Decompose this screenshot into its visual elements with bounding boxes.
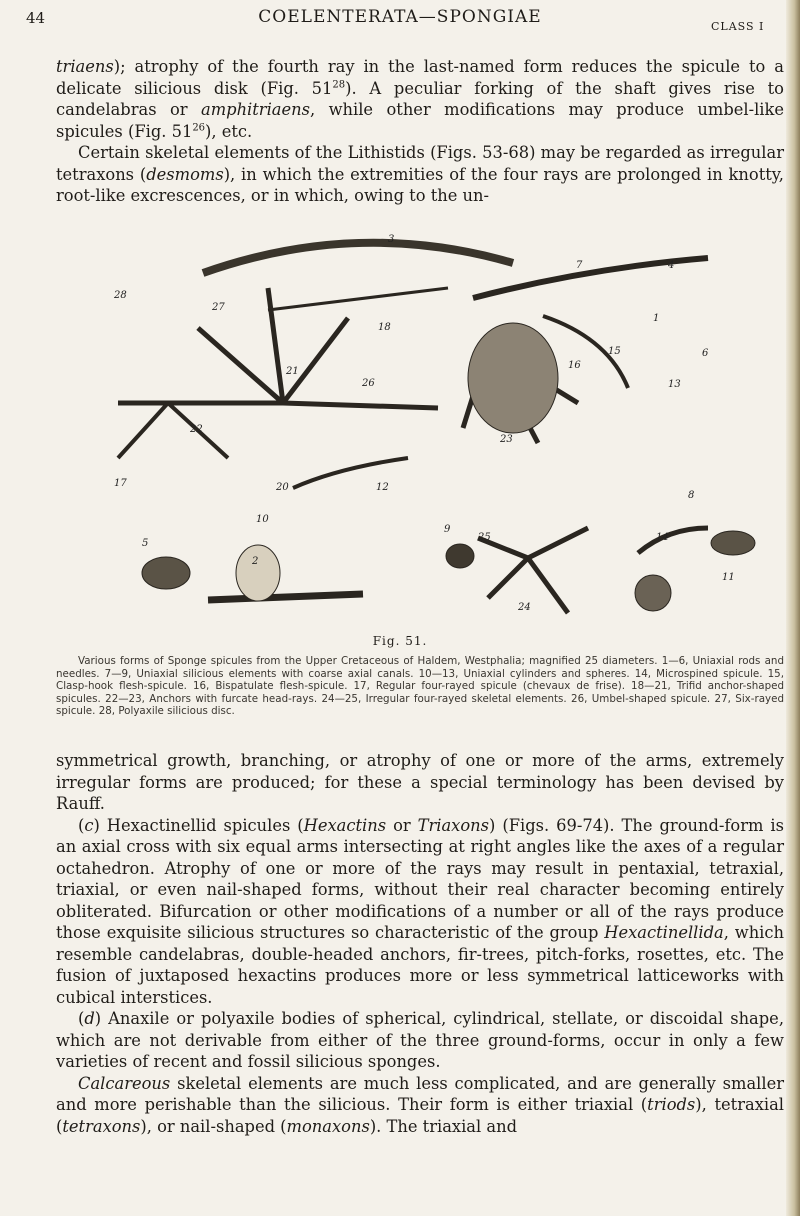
figure-number: 28 <box>114 290 127 301</box>
figure-number: 18 <box>378 322 391 333</box>
text-segment: ), tetraxial ( <box>56 1095 784 1136</box>
figure-number: 9 <box>444 524 451 535</box>
text-segment: ) (Figs. 69-74). The ground-form is an axial cross with six equal arms intersecting at right angles like the axes of a regular octahedron. Atrophy of one or more of the rays may result in pentaxial, tetraxial, triaxial, or even nail-shaped forms, without their real character becoming entirely obliterated. Bifurcation or other modifications of a number or all of the rays produce those exquisite silicious structures so characteristic of the group <box>56 815 784 942</box>
bottom-text <box>56 750 784 1137</box>
paragraph-lithistids <box>56 142 784 207</box>
term-hexactinellida: Hexactinellida <box>604 923 724 942</box>
term-monaxons: monaxons <box>286 1116 370 1136</box>
superscript: 26 <box>192 122 206 134</box>
figure-number: 17 <box>114 478 127 489</box>
top-text <box>56 56 784 207</box>
figure-number: 5 <box>142 538 149 549</box>
spicule-disc-large <box>468 323 558 433</box>
term-triods: triods <box>647 1095 696 1114</box>
spicule-lower-rod <box>293 458 408 488</box>
list-letter: d <box>84 1009 95 1028</box>
paragraph-hexactinellid <box>56 815 784 1009</box>
term-hexactins: Hexactins <box>303 815 387 835</box>
figure-number: 4 <box>668 260 675 271</box>
figure-number: 3 <box>388 234 395 245</box>
spicule-rosette <box>635 575 671 611</box>
superscript: 28 <box>332 79 346 91</box>
text-segment: ) Anaxile or polyaxile bodies of spherical, cylindrical, stellate, or discoidal shape, which are not derivable from either of the three ground-forms, occur in only a few varieties of recent and fossil silicious sponges. <box>56 1009 784 1071</box>
figure-number: 11 <box>722 572 735 583</box>
spicule-ball <box>142 557 190 589</box>
paragraph-triaens <box>56 56 784 142</box>
spicule-branch-lower <box>118 403 228 458</box>
class-label: CLASS I <box>711 20 765 33</box>
figure-caption-text: Various forms of Sponge spicules from the Upper Cretaceous of Haldem, Westphalia; magnified 25 diameters. 1—6, Uniaxial rods and needles. 7—9, Uniaxial silicious elements with coarse axial canals. 10—13, Uniaxial cylinders and spheres. 14, Microspined spicule. 15, Clasp-hook flesh-spicule. 16, Bispatulate flesh-spicule. 17, Regular four-rayed spicule (chevaux de frise). 18—21, Trifid anchor-shaped spicules. 22—23, Anchors with furcate head-rays. 24—25, Irregular four-rayed skeletal elements. 26, Umbel-shaped spicule. 27, Six-rayed spicule. 28, Polyaxile silicious disc. <box>56 655 784 718</box>
figure-number: 6 <box>702 348 709 359</box>
figure-number: 25 <box>478 532 491 543</box>
figure-number: 10 <box>256 514 269 525</box>
paragraph-calcareous <box>56 1073 784 1138</box>
term-triaens: triaens <box>56 57 114 76</box>
spicule-pipe <box>236 545 280 601</box>
figure-number: 21 <box>286 366 299 377</box>
figure-number: 24 <box>518 602 531 613</box>
text-segment: Certain skeletal elements of the Lithistids (Figs. 53-68) may be regarded as irregular tetraxons ( <box>56 143 784 184</box>
text-segment: skeletal elements are much less complicated, and are generally smaller and more perishable than the silicious. Their form is either triaxial ( <box>56 1073 784 1114</box>
paragraph-anaxile <box>56 1008 784 1073</box>
figure-label: Fig. 51. <box>372 634 428 648</box>
spicule-rod-large <box>203 243 513 273</box>
figure-number: 22 <box>190 424 203 435</box>
spicule-small-hook <box>638 528 708 553</box>
figure-number: 23 <box>500 434 513 445</box>
text-segment: ) Hexactinellid spicules ( <box>93 815 304 835</box>
figure-number: 7 <box>576 260 583 271</box>
text-segment: ). A peculiar forking of the shaft gives rise to candelabras or <box>56 78 784 119</box>
running-title: COELENTERATA—SPONGIAE <box>258 7 542 27</box>
term-amphitriaens: amphitriaens <box>201 100 310 119</box>
spicule-rod-thin <box>268 288 448 310</box>
figure-illustration <box>108 228 768 626</box>
figure-number: 16 <box>568 360 581 371</box>
spicule-shell <box>711 531 755 555</box>
figure-number: 27 <box>212 302 225 313</box>
text-segment: ), etc. <box>205 121 253 141</box>
spicule-tetrad <box>478 528 588 613</box>
term-desmoms: desmoms <box>146 164 224 184</box>
figure-caption <box>56 655 784 718</box>
term-tetraxons: tetraxons <box>62 1116 141 1136</box>
figure-number: 13 <box>668 379 681 390</box>
figure-number: 26 <box>362 378 375 389</box>
text-segment: ( <box>78 1009 85 1028</box>
figure-number: 1 <box>653 313 660 324</box>
figure-number: 14 <box>656 532 669 543</box>
text-segment: ), in which the extremities of the four rays are prolonged in knotty, root-like excrescences, or in which, owing to the un- <box>56 164 784 205</box>
figure-number: 12 <box>376 482 389 493</box>
figure-number: 2 <box>252 556 259 567</box>
paragraph-symmetrical: symmetrical growth, branching, or atrophy of one or more of the arms, extremely irregular forms are produced; for these a special terminology has been devised by Rauff. <box>56 751 784 813</box>
text-segment: , while other modifications may produce umbel-like spicules (Fig. 51 <box>56 100 784 141</box>
page-number: 44 <box>26 9 46 27</box>
text-segment: ); atrophy of the fourth ray in the last-named form reduces the spicule to a delicate silicious disk (Fig. 51 <box>56 57 784 98</box>
spicule-drawing <box>108 228 768 626</box>
text-segment: ( <box>78 815 85 835</box>
figure-number: 8 <box>688 490 695 501</box>
list-letter: c <box>84 815 94 835</box>
term-triaxons: Triaxons <box>417 815 490 835</box>
term-calcareous: Calcareous <box>78 1073 171 1093</box>
text-segment: , which resemble candelabras, double-headed anchors, fir-trees, pitch-forks, rosettes, etc. The fusion of juxtaposed hexactins produces more or less symmetrical latticeworks with cubical interstices. <box>56 923 784 1007</box>
text-segment: ), or nail-shaped ( <box>140 1116 287 1136</box>
figure-number: 15 <box>608 346 621 357</box>
page-edge-shadow <box>786 0 800 1216</box>
spicule-bottom-rod <box>208 594 363 600</box>
spicule-sphere <box>446 544 474 568</box>
text-segment: ). The triaxial and <box>369 1116 518 1136</box>
figure-number: 20 <box>276 482 289 493</box>
text-segment: or <box>386 815 418 835</box>
